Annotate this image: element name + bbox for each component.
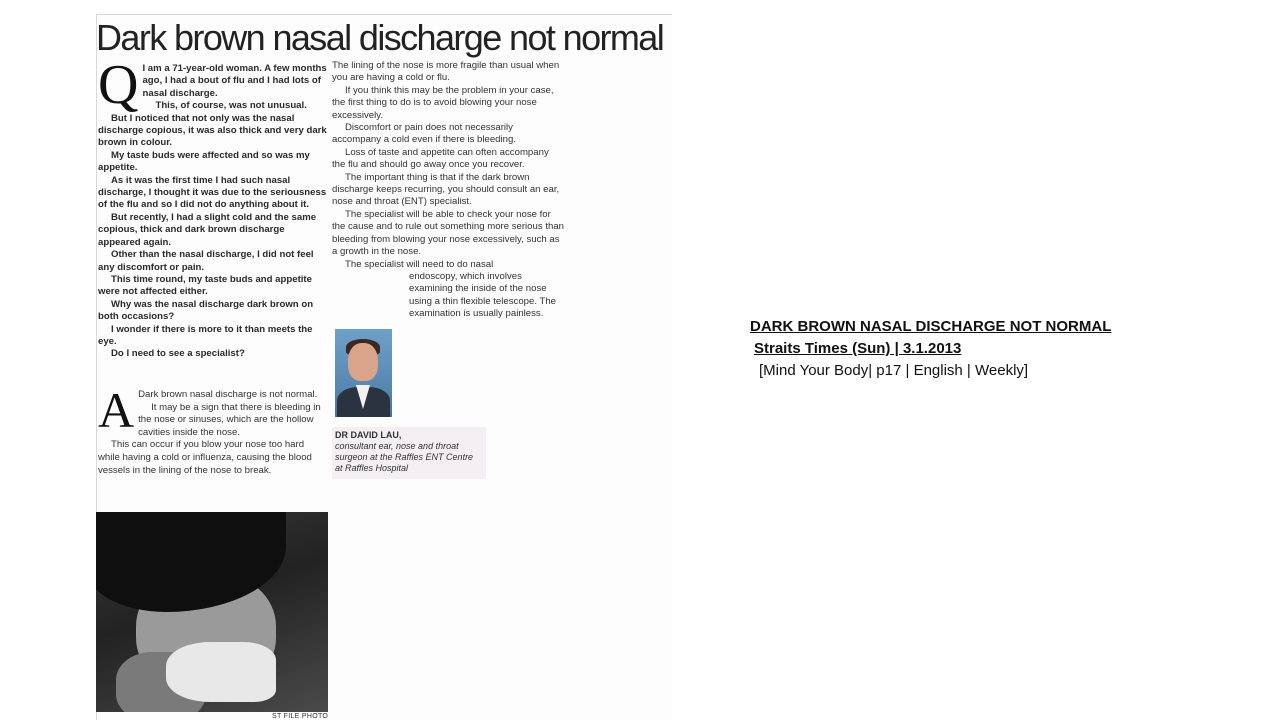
newspaper-clipping	[96, 14, 672, 720]
answer-paragraph: Loss of taste and appetite can often accompany the flu and should go away once you recover.	[332, 146, 549, 171]
sneezing-woman-photo	[96, 512, 328, 712]
photo-tissue-shape	[166, 642, 276, 702]
question-paragraph: As it was the first time I had such nasal discharge, I thought it was due to the seriousness of the flu and so I did not do anything about it.	[98, 174, 327, 211]
question-paragraph: This time round, my taste buds and appetite were not affected either.	[98, 273, 312, 298]
doctor-role: consultant ear, nose and throat surgeon at the Raffles ENT Centre at Raffles Hospital	[335, 441, 474, 473]
answer-paragraph: The important thing is that if the dark brown discharge keeps recurring, you should consult an ear, nose and throat (ENT) specialist.	[332, 171, 560, 208]
clipping-border-top	[96, 14, 672, 15]
question-paragraph: But I noticed that not only was the nasal discharge copious, it was also thick and very dark brown in colour.	[98, 112, 327, 149]
photo-credit: ST FILE PHOTO	[272, 713, 329, 720]
doctor-name: DR DAVID LAU,	[335, 430, 402, 440]
question-paragraph: I wonder if there is more to it than meets the eye.	[98, 323, 313, 347]
question-dropcap: Q	[98, 54, 139, 116]
answer-paragraph: This can occur if you blow your nose too hard while having a cold or influenza, causing the blood vessels in the lining of the nose to break.	[98, 439, 312, 476]
question-paragraph: My taste buds were affected and so was my appetite.	[98, 149, 310, 174]
answer-paragraph-tail: endoscopy, which involves examining the inside of the nose using a thin flexible telescope. The examination is usually painless.	[409, 270, 557, 320]
meta-details: [Mind Your Body| p17 | English | Weekly]	[759, 362, 1029, 379]
doctor-portrait-photo	[335, 329, 392, 417]
question-paragraph: Do I need to see a specialist?	[111, 348, 245, 360]
question-paragraph: Why was the nasal discharge dark brown on both occasions?	[98, 298, 314, 323]
answer-paragraph: The lining of the nose is more fragile than usual when you are having a cold or flu.	[332, 60, 560, 84]
answer-paragraph: The specialist will need to do nasal	[345, 258, 494, 270]
answer-paragraph: The specialist will be able to check your nose for the cause and to rule out something more serious than bleeding from blowing your nose excessively, such as a growth in the nose.	[332, 208, 564, 258]
answer-paragraph: If you think this may be the problem in your case, the first thing to do is to avoid blowing your nose excessively.	[332, 84, 554, 121]
answer-dropcap: A	[98, 382, 135, 438]
doctor-face-shape	[348, 343, 378, 381]
doctor-caption	[332, 427, 486, 479]
meta-source: Straits Times (Sun) | 3.1.2013	[754, 340, 962, 357]
question-paragraph: This, of course, was not unusual.	[155, 100, 307, 112]
question-paragraph: Other than the nasal discharge, I did not feel any discomfort or pain.	[98, 249, 314, 273]
answer-column-continued	[332, 60, 564, 321]
question-paragraph: I am a 71-year-old woman. A few months ago, I had a bout of flu and I had lots of nasal discharge.	[142, 63, 327, 99]
answer-column-start	[98, 382, 328, 477]
answer-paragraph: Discomfort or pain does not necessarily accompany a cold even if there is bleeding.	[332, 122, 516, 146]
answer-paragraph: Dark brown nasal discharge is not normal.	[138, 389, 318, 400]
question-column	[98, 54, 328, 361]
meta-title: DARK BROWN NASAL DISCHARGE NOT NORMAL	[750, 318, 1112, 335]
question-paragraph: But recently, I had a slight cold and the same copious, thick and dark brown discharge appeared again.	[98, 211, 317, 248]
clipping-metadata	[750, 316, 1111, 382]
article-headline: Dark brown nasal discharge not normal	[96, 17, 664, 58]
answer-paragraph: It may be a sign that there is bleeding in the nose or sinuses, which are the hollow cavities inside the nose.	[138, 401, 321, 438]
